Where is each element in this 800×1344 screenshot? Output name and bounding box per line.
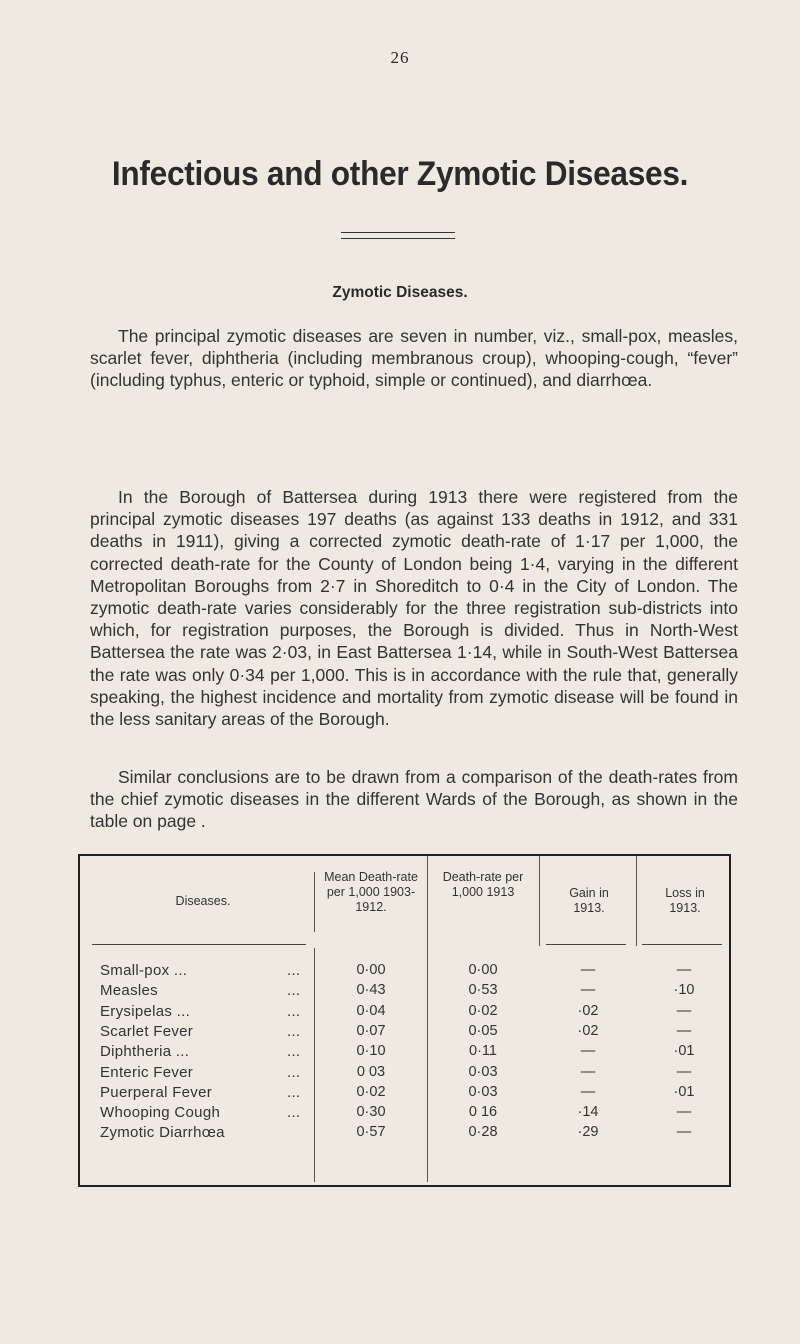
disease-label: Scarlet Fever xyxy=(100,1023,194,1040)
loss-1913: — xyxy=(676,1003,692,1019)
mean-death-rate: 0·30 xyxy=(356,1104,386,1120)
paragraph-intro: The principal zymotic diseases are seven in number, viz., small-pox, measles, scarlet fever, diphtheria (including membranous croup), whooping-cough, “fever” (including typhus, enteric or typhoid, simple or continued), and diarrhœa. xyxy=(90,326,738,391)
disease-name xyxy=(100,982,300,999)
leader-dots: ... xyxy=(287,1104,301,1121)
loss-1913: — xyxy=(676,1064,692,1080)
death-rate-1913: 0·05 xyxy=(468,1023,498,1039)
page-number: 26 xyxy=(390,48,410,67)
loss-1913: ·01 xyxy=(673,1084,695,1100)
column-header-diseases: Diseases. xyxy=(175,894,231,908)
leader-dots: ... xyxy=(287,1003,301,1020)
disease-label: Diphtheria ... xyxy=(100,1043,190,1060)
column-header-rate-1913: Death-rate per 1,000 1913 xyxy=(442,870,524,899)
header-divider xyxy=(314,872,315,932)
disease-name xyxy=(100,1043,300,1060)
column-header-loss: Loss in 1913. xyxy=(665,886,705,915)
disease-name xyxy=(100,1124,300,1141)
gain-1913: — xyxy=(580,1084,596,1100)
leader-dots: ... xyxy=(287,1064,301,1081)
header-underline xyxy=(546,944,626,945)
death-rate-1913: 0·03 xyxy=(468,1064,498,1080)
loss-1913: — xyxy=(676,1104,692,1120)
loss-1913: — xyxy=(676,1023,692,1039)
disease-label: Measles xyxy=(100,982,158,999)
disease-name xyxy=(100,1023,300,1040)
death-rate-1913: 0·03 xyxy=(468,1084,498,1100)
leader-dots: ... xyxy=(287,1084,301,1101)
disease-label: Puerperal Fever xyxy=(100,1084,213,1101)
mean-death-rate: 0·10 xyxy=(356,1043,386,1059)
mean-death-rate: 0·04 xyxy=(356,1003,386,1019)
death-rate-1913: 0 16 xyxy=(468,1104,498,1120)
mean-death-rate: 0·43 xyxy=(356,982,386,998)
death-rate-1913: 0·28 xyxy=(468,1124,498,1140)
mean-death-rate: 0·57 xyxy=(356,1124,386,1140)
leader-dots: ... xyxy=(287,982,301,999)
disease-name xyxy=(100,1064,300,1081)
gain-1913: — xyxy=(580,1043,596,1059)
disease-label: Erysipelas ... xyxy=(100,1003,191,1020)
paragraph-battersea: In the Borough of Battersea during 1913 there were registered from the principal zymotic diseases 197 deaths (as against 133 deaths in 1912, and 331 deaths in 1911), giving a corrected zymotic death-rate of 1·17 per 1,000, the corrected death-rate for the County of London being 1·4, varying in the different Metropolitan Boroughs from 2·7 in Shoreditch to 0·4 in the City of London. The zymotic death-rate varies considerably for the three registration sub-districts into which, for registration purposes, the Borough is divided. Thus in North-West Battersea the rate was 2·03, in East Battersea 1·14, while in South-West Battersea the rate was only 0·34 per 1,000. This is in accordance with the rule that, generally speaking, the highest incidence and mortality from zymotic disease will be found in the less sanitary areas of the Borough. xyxy=(90,487,738,730)
gain-1913: — xyxy=(580,962,596,978)
column-divider xyxy=(636,856,637,946)
disease-name xyxy=(100,1084,300,1101)
column-header-mean-rate: Mean Death-rate per 1,000 1903-1912. xyxy=(324,870,418,914)
table-border-bottom xyxy=(78,1185,731,1187)
gain-1913: ·02 xyxy=(577,1023,599,1039)
column-divider xyxy=(539,856,540,946)
disease-name xyxy=(100,962,300,979)
leader-dots: ... xyxy=(287,1023,301,1040)
title-divider-bottom xyxy=(341,238,455,239)
column-divider xyxy=(314,948,315,1182)
mean-death-rate: 0·02 xyxy=(356,1084,386,1100)
loss-1913: ·01 xyxy=(673,1043,695,1059)
loss-1913: — xyxy=(676,1124,692,1140)
paragraph-wards: Similar conclusions are to be drawn from a comparison of the death-rates from the chief zymotic diseases in the different Wards of the Borough, as shown in the table on page . xyxy=(90,767,738,832)
section-heading: Zymotic Diseases. xyxy=(332,284,468,301)
gain-1913: — xyxy=(580,1064,596,1080)
column-header-gain: Gain in 1913. xyxy=(569,886,609,915)
gain-1913: — xyxy=(580,982,596,998)
page-title: Infectious and other Zymotic Diseases. xyxy=(111,155,689,193)
disease-name xyxy=(100,1104,300,1121)
death-rate-1913: 0·53 xyxy=(468,982,498,998)
disease-label: Zymotic Diarrhœa xyxy=(100,1124,225,1141)
disease-label: Small-pox ... xyxy=(100,962,188,979)
leader-dots: ... xyxy=(287,1043,301,1060)
leader-dots: ... xyxy=(287,962,301,979)
header-underline xyxy=(92,944,306,945)
loss-1913: ·10 xyxy=(673,982,695,998)
death-rate-1913: 0·00 xyxy=(468,962,498,978)
gain-1913: ·02 xyxy=(577,1003,599,1019)
mean-death-rate: 0 03 xyxy=(356,1064,386,1080)
table-border-left xyxy=(78,854,80,1186)
table-border-top xyxy=(78,854,731,856)
disease-label: Whooping Cough xyxy=(100,1104,221,1121)
gain-1913: ·14 xyxy=(577,1104,599,1120)
death-rate-1913: 0·02 xyxy=(468,1003,498,1019)
gain-1913: ·29 xyxy=(577,1124,599,1140)
disease-name xyxy=(100,1003,300,1020)
disease-label: Enteric Fever xyxy=(100,1064,194,1081)
mean-death-rate: 0·00 xyxy=(356,962,386,978)
loss-1913: — xyxy=(676,962,692,978)
mean-death-rate: 0·07 xyxy=(356,1023,386,1039)
title-divider-top xyxy=(341,232,455,233)
death-rate-1913: 0·11 xyxy=(469,1043,497,1059)
header-underline xyxy=(642,944,722,945)
